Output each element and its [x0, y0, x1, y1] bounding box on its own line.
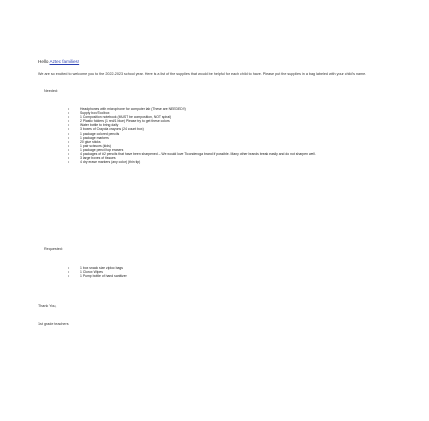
greeting-prefix: Hello — [38, 59, 49, 64]
bullet-icon: • — [68, 160, 70, 165]
bullet-icon: • — [68, 123, 70, 128]
needed-item-text: 1 pair scissors (kids) — [80, 143, 111, 148]
greeting-link[interactable]: Aztec families! — [49, 59, 80, 64]
requested-list-item — [68, 274, 368, 278]
needed-item-text: 3 boxes of Crayola crayons (24 count box) — [80, 127, 144, 132]
closing-signature: 1st grade teachers — [38, 322, 69, 326]
needed-item-text: 2 Plastic folders (1 red/1 blue) Please try to get these colors — [80, 119, 170, 124]
needed-item-text: Supply box/Toolbox — [80, 111, 110, 116]
bullet-icon: • — [68, 147, 70, 152]
bullet-icon: • — [68, 107, 70, 111]
needed-item-text: 4 dry erase markers (any color) (thin tip) — [80, 160, 141, 165]
needed-list — [68, 107, 368, 164]
requested-item-text: 1 Pump bottle of hand sanitizer — [80, 274, 127, 279]
needed-item-text: 3 large boxes of tissues — [80, 156, 116, 161]
requested-item-text: 1 box snack size ziploc bags — [80, 266, 123, 270]
intro-paragraph: We are so excited to welcome you to the 2022-2023 school year. Here is a list of the supplies that would be helpful for each child to have. Please put the supplies in a bag labeled with your child's name. — [38, 72, 367, 76]
needed-item-text: 1 package colored pencils — [80, 131, 120, 136]
bullet-icon: • — [68, 266, 70, 270]
bullet-icon: • — [68, 274, 70, 279]
needed-item-text: 20 glue sticks — [80, 139, 101, 144]
bullet-icon: • — [68, 156, 70, 161]
requested-item-text: 1 Clorox Wipes — [80, 270, 103, 275]
bullet-icon: • — [68, 111, 70, 116]
bullet-icon: • — [68, 119, 70, 124]
requested-heading: Requested: — [44, 247, 63, 251]
bullet-icon: • — [68, 270, 70, 275]
bullet-icon: • — [68, 139, 70, 144]
needed-item-text: Water bottle to bring daily — [80, 123, 119, 128]
greeting-line — [38, 59, 79, 65]
bullet-icon: • — [68, 135, 70, 140]
needed-item-text: 4 packages of #2 pencils that have been sharpened – We would love Ticonderoga brand if possible. Many other brands break easily and do not sharpen well. — [80, 152, 316, 157]
bullet-icon: • — [68, 127, 70, 132]
needed-heading: Needed: — [44, 89, 58, 93]
bullet-icon: • — [68, 115, 70, 120]
bullet-icon: • — [68, 152, 70, 157]
needed-item-text: Headphones with microphone for computer lab (These are NEEDED!!) — [80, 107, 186, 111]
needed-item-text: 1 Composition notebook (MUST be composition, NOT spiral) — [80, 115, 172, 120]
requested-list — [68, 266, 368, 278]
needed-item-text: 1 package markers — [80, 135, 109, 140]
needed-list-item — [68, 160, 368, 164]
closing-thanks: Thank You, — [38, 304, 57, 308]
needed-item-text: 1 package pencil top erasers — [80, 147, 124, 152]
bullet-icon: • — [68, 131, 70, 136]
bullet-icon: • — [68, 143, 70, 148]
